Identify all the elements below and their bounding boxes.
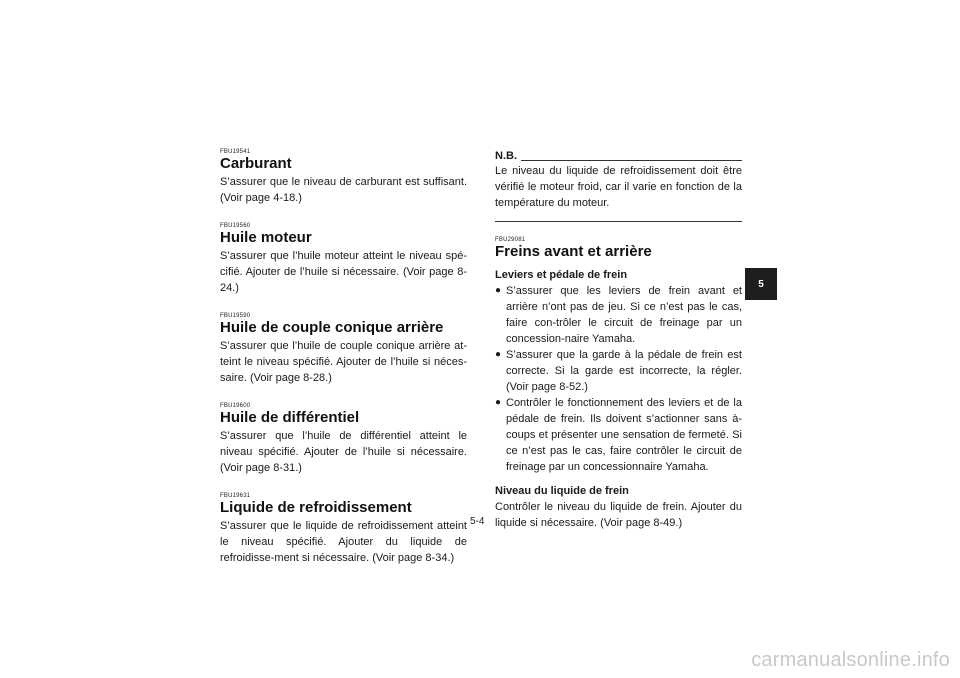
bullet-icon: ● [495, 285, 502, 296]
list-item [495, 395, 742, 475]
section-final-gear-oil [220, 312, 467, 386]
bullet-icon: ● [495, 397, 502, 408]
section-text: Contrôler le niveau du liquide de frein. Ajouter du liquide si nécessaire. (Voir page 8-49.) [495, 501, 742, 529]
subheading-levers-pedal: Leviers et pédale de frein [495, 269, 628, 281]
reference-code: FBU19541 [220, 149, 251, 155]
note-label: N.B. [495, 150, 517, 162]
bullet-icon: ● [495, 349, 502, 360]
section-text: S’assurer que l’huile de différentiel atteint le niveau spécifié. Ajouter de l’huile si nécessaire. (Voir page 8-31.) [220, 430, 467, 474]
list-item [495, 347, 742, 395]
note-text: Le niveau du liquide de refroidissement doit être vérifié le moteur froid, car il varie en fonction de la température du moteur. [495, 165, 742, 209]
subheading-brake-fluid: Niveau du liquide de frein [495, 485, 629, 497]
section-title: Huile moteur [220, 229, 312, 246]
section-title: Carburant [220, 155, 292, 172]
section-fuel [220, 148, 467, 206]
note-heading [495, 150, 742, 162]
list-item-text: Contrôler le fonctionnement des leviers et de la pédale de frein. Ils doivent s’actionner sans à-coups et présenter une sensation de fermeté. Si ce n’est pas le cas, faire contrôler le circuit de freinage par un concessionnaire Yamaha. [506, 397, 742, 473]
section-text: S’assurer que le niveau de carburant est suffisant. (Voir page 4-18.) [220, 176, 467, 204]
right-column [495, 150, 742, 531]
section-engine-oil [220, 222, 467, 296]
section-text: S’assurer que l’huile de couple conique arrière at-teint le niveau spécifié. Ajouter de l’huile si néces-saire. (Voir page 8-28.) [220, 340, 467, 384]
section-brakes [495, 236, 742, 531]
chapter-tab: 5 [745, 268, 777, 300]
list-item-text: S’assurer que la garde à la pédale de frein est correcte. Si la garde est incorrecte, la régler. (Voir page 8-52.) [506, 349, 742, 393]
section-text: S’assurer que l’huile moteur atteint le niveau spé-cifié. Ajouter de l’huile si nécessaire. (Voir page 8-24.) [220, 250, 467, 294]
bullet-list [495, 283, 742, 475]
note-box [495, 150, 742, 222]
section-differential-oil [220, 402, 467, 476]
reference-code: FBU19631 [220, 493, 251, 499]
section-title: Liquide de refroidissement [220, 499, 412, 516]
section-title: Freins avant et arrière [495, 243, 652, 260]
section-coolant [220, 492, 467, 566]
list-item-text: S’assurer que les leviers de frein avant et arrière n’ont pas de jeu. Si ce n’est pas le cas, faire con-trôler le circuit de freinage par un concession-naire Yamaha. [506, 285, 742, 345]
section-title: Huile de couple conique arrière [220, 319, 444, 336]
reference-code: FBU29081 [495, 237, 526, 243]
reference-code: FBU19590 [220, 313, 251, 319]
left-column [220, 148, 467, 582]
list-item [495, 283, 742, 347]
reference-code: FBU19560 [220, 223, 251, 229]
page-number: 5-4 [470, 516, 485, 527]
reference-code: FBU19600 [220, 403, 251, 409]
note-top-rule [521, 160, 742, 161]
section-title: Huile de différentiel [220, 409, 360, 426]
section-text: S’assurer que le liquide de refroidissement atteint le niveau spécifié. Ajouter du liquide de refroidisse-ment si nécessaire. (Voir page 8-34.) [220, 520, 467, 564]
watermark: carmanualsonline.info [751, 649, 950, 671]
note-bottom-rule [495, 221, 742, 222]
